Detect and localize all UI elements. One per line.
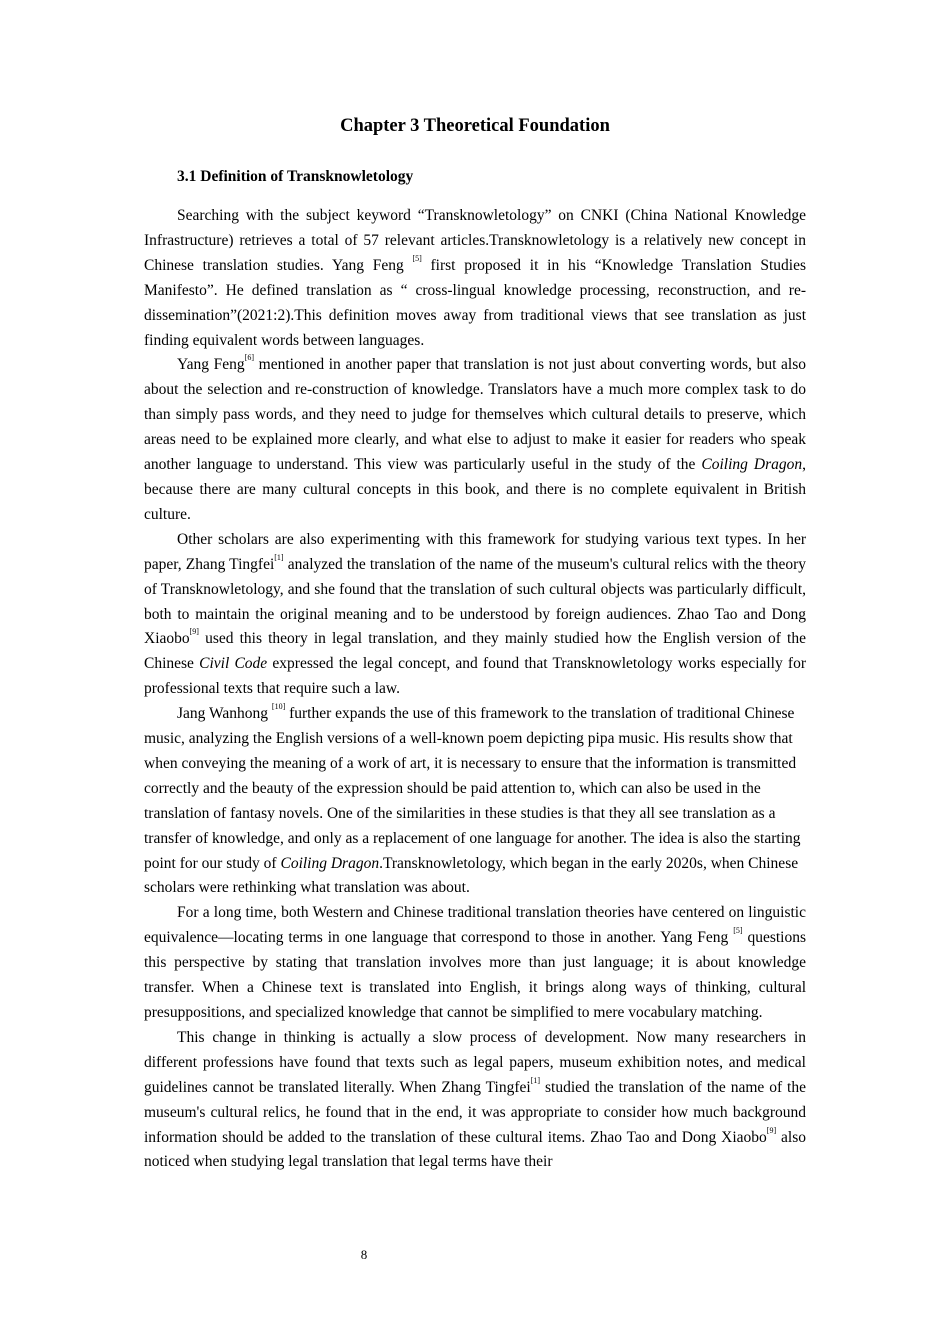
citation-ref: [1] (530, 1075, 541, 1085)
paragraph-text: , because there are many cultural concepts in this book, and there is no complete equivalent in British culture. (144, 456, 806, 523)
paragraph-text: Yang Feng (177, 356, 245, 374)
citation-ref: [9] (766, 1125, 777, 1135)
book-title: Civil Code (199, 655, 268, 673)
paragraph-text: used this theory in legal translation, and they mainly studied how the English version of the Chinese (144, 630, 806, 673)
section-heading: 3.1 Definition of Transknowletology (177, 168, 414, 185)
paragraph-6 (144, 1026, 806, 1175)
citation-ref: [1] (274, 552, 284, 562)
paragraph-text: mentioned in another paper that translation is not just about converting words, but also about the selection and re-construction of knowledge. Translators have a much more complex task to do than simply pass words, and they need to judge for themselves which cultural details to preserve, which areas need to be explained more clearly, and what else to adjust to make it easier for readers who speak another language to understand. This view was particularly useful in the study of the (144, 356, 806, 474)
chapter-title: Chapter 3 Theoretical Foundation (340, 116, 610, 136)
paragraph-text: This change in thinking is actually a slow process of development. Now many researchers in different professions have found that texts such as legal papers, museum exhibition notes, and medical guidelines cannot be translated literally. When Zhang Tingfei (144, 1028, 806, 1096)
book-title: Coiling Dragon (701, 456, 803, 474)
citation-ref: [5] (733, 926, 743, 936)
citation-ref: [10] (271, 702, 286, 712)
paragraph-text: studied the translation of the name of the museum's cultural relics, he found that in the end, it was appropriate to consider how much background information should be added to the translation of these cultural items. Zhao Tao and Dong Xiaobo (144, 1078, 806, 1146)
page-number: 8 (360, 1247, 368, 1262)
book-title: Coiling Dragon (280, 854, 380, 872)
paragraph-text: .Transknowletology, which began in the early 2020s, when Chinese scholars were rethinking what translation was about. (144, 854, 799, 897)
paragraph-text: expressed the legal concept, and found that Transknowletology works especially for professional texts that require such a law. (144, 655, 807, 698)
paragraph-text: further expands the use of this framework to the translation of traditional Chinese music, analyzing the English versions of a well-known poem depicting pipa music. His results show that when conveying the meaning of a work of art, it is necessary to ensure that the information is transmitted correctly and the beauty of the expression should be paid attention to, which can also be used in the translation of fantasy novels. One of the similarities in these studies is that they all see translation as a transfer of knowledge, and only as a replacement of one language for another. The idea is also the starting point for our study of (144, 705, 801, 872)
citation-ref: [5] (412, 253, 422, 263)
paragraph-text: Other scholars are also experimenting with this framework for studying various text types. In her paper, Zhang Tingfei (144, 530, 806, 573)
paragraph-text: Searching with the subject keyword “Transknowletology” on CNKI (China National Knowledge Infrastructure) retrieves a total of 57 relevant articles.Transknowletology is a relatively new concept in Chinese translation studies. Yang Feng (144, 207, 806, 274)
paragraph-text: questions this perspective by stating that translation involves more than just language; it is about knowledge transfer. When a Chinese text is translated into English, it brings along ways of thinking, cultural presuppositions, and specialized knowledge that cannot be simplified to mere vocabulary matching. (144, 929, 806, 1021)
paragraph-text: analyzed the translation of the name of the museum's cultural relics with the theory of Transknowletology, and she found that the translation of such cultural objects was particularly difficult, both to maintain the original meaning and to be understood by foreign audiences. Zhao Tao and Dong Xiaobo (144, 555, 806, 648)
paragraph-text: also noticed when studying legal translation that legal terms have their (144, 1128, 807, 1171)
body-text (144, 204, 806, 1175)
paragraph-1 (144, 204, 806, 353)
paragraph-text: first proposed it in his “Knowledge Translation Studies Manifesto”. He defined translation as “ cross-lingual knowledge processing, reconstruction, and re-dissemination”(2021:2).This definition moves away from traditional views that see translation as just finding equivalent words between languages. (144, 256, 806, 349)
paragraph-2 (144, 353, 806, 527)
paragraph-text: Jang Wanhong (177, 705, 272, 723)
paragraph-3 (144, 528, 806, 702)
paragraph-5 (144, 901, 806, 1026)
paragraph-text: For a long time, both Western and Chinese traditional translation theories have centered on linguistic equivalence—locating terms in one language that correspond to those in another. Yang Feng (144, 904, 806, 947)
citation-ref: [6] (244, 353, 255, 363)
citation-ref: [9] (189, 627, 199, 637)
paragraph-4 (144, 702, 806, 901)
